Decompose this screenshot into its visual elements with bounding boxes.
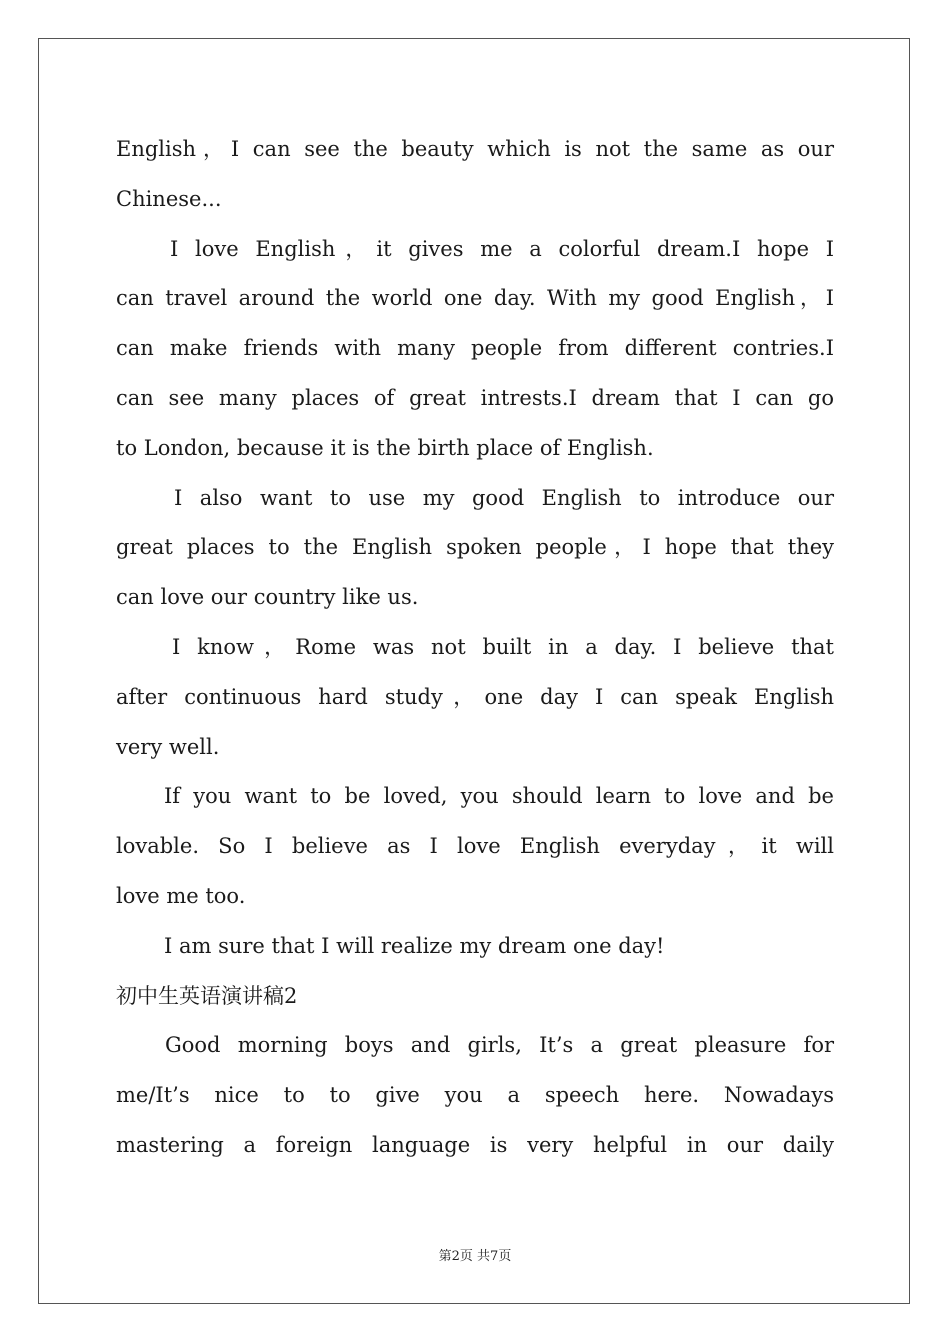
text-line: to London, because it is the birth place of English. <box>116 435 654 460</box>
paragraph-start-line: Good morning boys and girls, It’s a great pleasure for <box>165 1033 834 1058</box>
text-line: love me too. <box>116 883 246 908</box>
text-line: English，I can see the beauty which is not the same as our <box>116 137 834 161</box>
text-line: me/It’s nice to to give you a speech here. Nowadays <box>116 1083 834 1108</box>
paragraph-start-line: I love English，it gives me a colorful dream.I hope I <box>170 236 834 261</box>
text-line: very well. <box>116 734 220 759</box>
page-number-footer: 第2页 共7页 <box>438 1249 512 1264</box>
paragraph-start-line: I also want to use my good English to introduce our <box>174 485 834 510</box>
text-line: Chinese... <box>116 186 222 211</box>
section-heading: 初中生英语演讲稿2 <box>116 983 298 1008</box>
document-body <box>116 125 834 1171</box>
text-line: after continuous hard study，one day I can speak English <box>116 684 834 709</box>
paragraph-start-line: If you want to be loved, you should learn to love and be <box>164 784 834 809</box>
paragraph-start-line: I know，Rome was not built in a day. I believe that <box>172 634 834 659</box>
text-line: can make friends with many people from different contries.I <box>116 336 834 361</box>
text-line: great places to the English spoken people，I hope that they <box>116 535 834 560</box>
text-line: lovable. So I believe as I love English everyday，it will <box>116 834 834 859</box>
text-line: can see many places of great intrests.I dream that I can go <box>116 385 834 410</box>
text-line: can love our country like us. <box>116 585 419 610</box>
paragraph-start-line: I am sure that I will realize my dream one day! <box>164 933 665 958</box>
text-line: can travel around the world one day. With my good English，I <box>116 286 834 311</box>
text-line: mastering a foreign language is very helpful in our daily <box>116 1132 834 1157</box>
